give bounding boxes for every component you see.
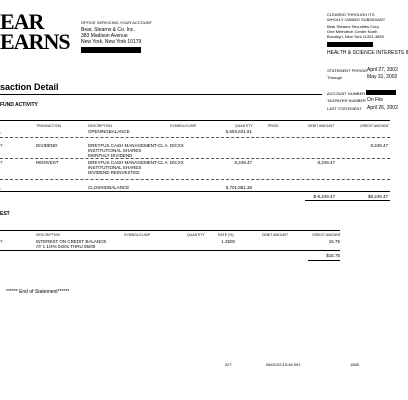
taxpayer-value: On File: [367, 97, 384, 103]
table-row-marker: ?: [0, 143, 3, 148]
row2-desc2: INSTITUTIONAL SHARES: [88, 165, 142, 170]
clearing-block: CLEARED THROUGH ITS WHOLLY OWNED SUBSIDIARY Bear Stearns Securities Corp. One Metrotech Center North Brooklyn, New York 11201-3859: [327, 12, 386, 39]
redacted-bar: [327, 42, 373, 47]
col-transaction: TRANSACTION: [36, 124, 62, 128]
table-row-marker: ,: [0, 185, 2, 190]
interest-desc2: AT 1 1/4% 04/01 THRU 05/00: [36, 244, 96, 249]
col-credit: CREDIT AMOUNT: [360, 124, 389, 128]
interest-title: EST: [0, 211, 10, 217]
row1-symbol: DICXX: [170, 143, 184, 148]
interest-credit: 15.75: [328, 239, 340, 244]
office-name: Bear, Stearns & Co. Inc.: [81, 27, 135, 33]
divider: [0, 250, 340, 251]
opening-balance-label: OPENINGBALANCE: [88, 129, 130, 134]
period-start: April 27, 2002: [367, 67, 398, 73]
row2-desc1: DREYFUS CASH MANAGEMENT-CL A: [88, 160, 168, 165]
redacted-bar: [366, 90, 396, 95]
last-statement-label: LAST STATEMENT: [327, 106, 362, 111]
col-symbol: SYMBOL/CUSIP: [170, 124, 197, 128]
col-rate: RATE (%): [218, 233, 234, 237]
row2-transaction: REINVEST: [36, 160, 59, 165]
period-label: STATEMENT PERIOD: [327, 68, 368, 73]
row-divider: [0, 179, 390, 180]
through-label: Through: [327, 75, 342, 80]
divider: [0, 120, 390, 121]
row2-desc3: DIVIDEND REINVESTED: [88, 170, 140, 175]
row1-transaction: DIVIDEND: [36, 143, 58, 148]
table-row-marker: ?: [0, 160, 3, 165]
account-name: HEALTH & SCIENCE INTERESTS II: [327, 50, 408, 56]
interest-desc1: INTEREST ON CREDIT BALANCE: [36, 239, 107, 244]
redacted-bar: [81, 47, 141, 53]
col-description: DESCRIPTION: [88, 124, 112, 128]
col-debit: DEBIT AMOUNT: [262, 233, 289, 237]
footer-code-2: 06/01/02;15:46 001: [266, 362, 301, 367]
office-label: OFFICE SERVICING YOUR ACCOUNT: [81, 20, 152, 25]
taxpayer-label: TAXPAYER NUMBER: [327, 98, 366, 103]
office-address2: New York, New York 10179: [81, 39, 142, 45]
bear-stearns-logo: EAR EARNS: [0, 9, 70, 54]
last-statement-value: April 26, 2002: [367, 105, 398, 111]
footer-code-3: 1565: [350, 362, 359, 367]
row-divider: [0, 137, 390, 138]
closing-balance-label: CLOSINGBALANCE: [88, 185, 130, 190]
account-number-label: ACCOUNT NUMBER: [327, 91, 366, 96]
col-credit: CREDIT AMOUNT: [312, 233, 341, 237]
interest-total-credit: $15.75: [326, 253, 340, 258]
col-quantity: QUANTITY: [187, 233, 205, 237]
row2-quantity: 8,249.47: [234, 160, 252, 165]
row2-debit: 8,249.47: [317, 160, 335, 165]
office-address1: 383 Madison Avenue: [81, 33, 128, 39]
table-row-marker: ?: [0, 239, 3, 244]
col-symbol: SYMBOL/CUSIP: [124, 233, 151, 237]
col-quantity: QUANTITY: [235, 124, 253, 128]
row1-desc3: MONTHLY DIVIDEND: [88, 153, 133, 158]
period-end: May 31, 2002: [367, 74, 398, 80]
closing-balance-quantity: 5,701,881.38: [225, 185, 252, 190]
fund-activity-title: FUND ACTIVITY: [0, 102, 38, 108]
fund-total-credit: $8,249.47: [367, 194, 388, 199]
office-servicing-block: [81, 20, 152, 45]
total-underline: [305, 200, 390, 201]
table-row-marker: ,: [0, 129, 2, 134]
end-of-statement: ****** End of Statement******: [6, 289, 70, 295]
row-divider: [0, 158, 390, 159]
divider: [0, 230, 340, 231]
page-title: saction Detail: [0, 82, 59, 92]
col-debit: DEBIT AMOUNT: [308, 124, 335, 128]
row1-desc1: DREYFUS CASH MANAGEMENT-CL A: [88, 143, 168, 148]
interest-rate: 1.2500: [221, 239, 235, 244]
fund-total-debit: $-8,249.47: [313, 194, 335, 199]
row1-desc2: INSTITUTIONAL SHARES: [88, 148, 142, 153]
opening-balance-quantity: 5,693,631.91: [225, 129, 252, 134]
divider: [0, 94, 322, 95]
total-underline: [308, 260, 340, 261]
row1-credit: 8,249.47: [370, 143, 388, 148]
row2-symbol: DICXX: [170, 160, 184, 165]
footer-code-1: 027: [225, 362, 232, 367]
divider: [0, 191, 390, 192]
col-price: PRICE: [268, 124, 279, 128]
col-description: DESCRIPTION: [36, 233, 60, 237]
